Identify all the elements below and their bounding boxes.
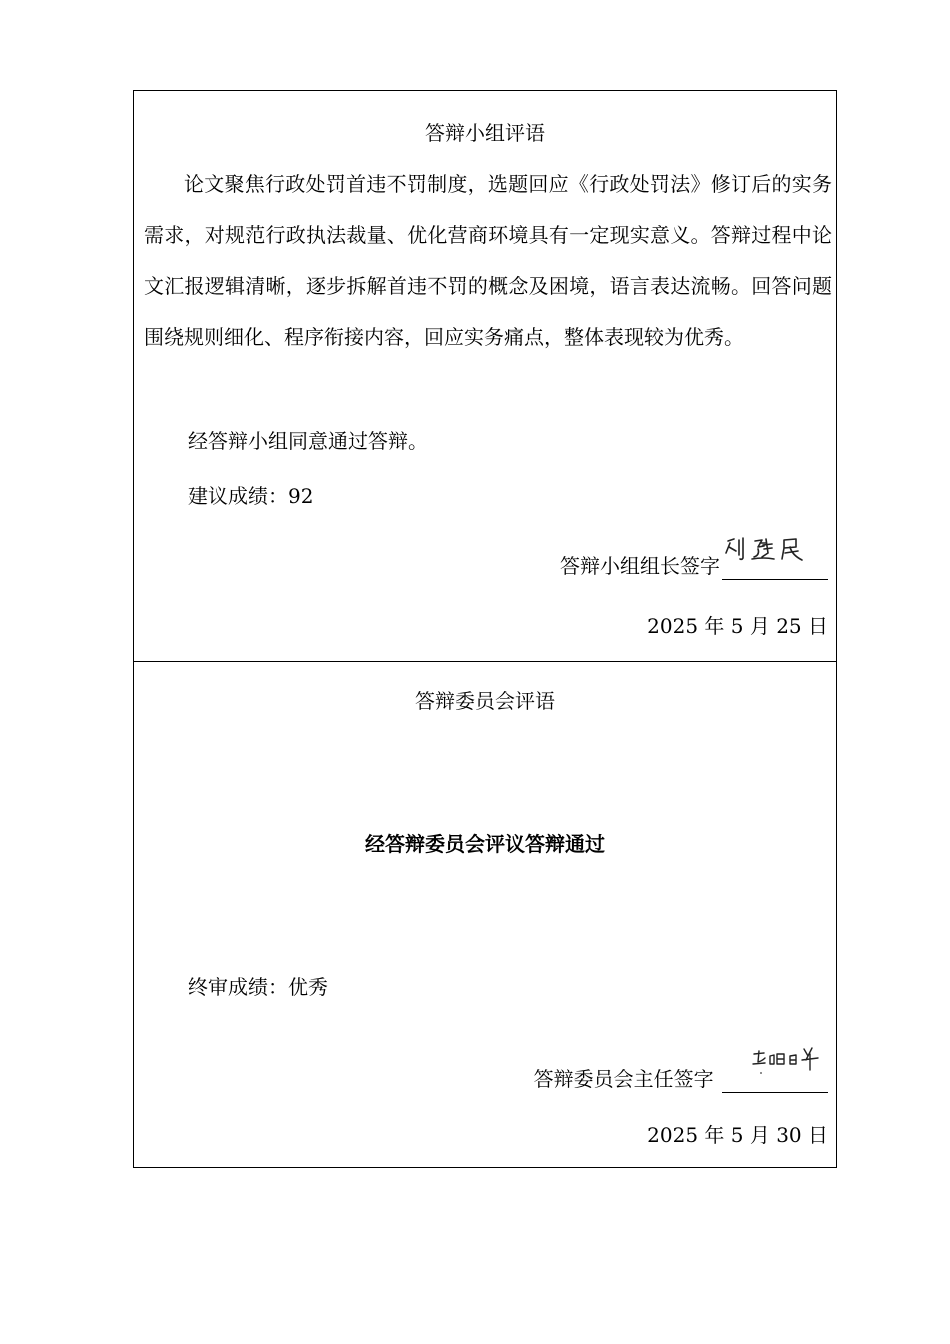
handwritten-signature-icon (722, 533, 822, 567)
group-comment-section (134, 91, 836, 662)
committee-date: 2025 年 5 月 30 日 (647, 1123, 828, 1147)
handwritten-signature-icon (750, 1042, 850, 1076)
committee-chair-signature-label: 答辩委员会主任签字 (533, 1067, 714, 1091)
final-score-label: 终审成绩： (188, 975, 288, 999)
suggested-score-value: 92 (288, 484, 314, 508)
final-score-value: 优秀 (288, 975, 328, 999)
group-leader-signature-field (722, 551, 828, 580)
suggested-score (188, 482, 313, 510)
final-score (188, 973, 328, 1001)
group-leader-signature-line (560, 551, 828, 580)
group-agreement-text: 经答辩小组同意通过答辩。 (188, 429, 428, 453)
committee-comment-section (134, 662, 836, 1167)
committee-decision: 经答辩委员会评议答辩通过 (365, 832, 605, 856)
evaluation-form (133, 90, 837, 1168)
group-comment-title: 答辩小组评语 (425, 121, 545, 145)
group-leader-signature-label: 答辩小组组长签字 (560, 554, 720, 578)
group-date: 2025 年 5 月 25 日 (647, 614, 828, 638)
suggested-score-label: 建议成绩： (188, 484, 288, 508)
committee-chair-signature-field (722, 1064, 828, 1093)
committee-chair-signature-line (534, 1064, 828, 1093)
committee-comment-title: 答辩委员会评语 (415, 689, 555, 713)
group-comment-text: 论文聚焦行政处罚首违不罚制度，选题回应《行政处罚法》修订后的实务需求，对规范行政执法裁量、优化营商环境具有一定现实意义。答辩过程中论文汇报逻辑清晰，逐步拆解首违不罚的概念及困境，语言表达流畅。回答问题围绕规则细化、程序衔接内容，回应实务痛点，整体表现较为优秀。 (144, 172, 832, 349)
